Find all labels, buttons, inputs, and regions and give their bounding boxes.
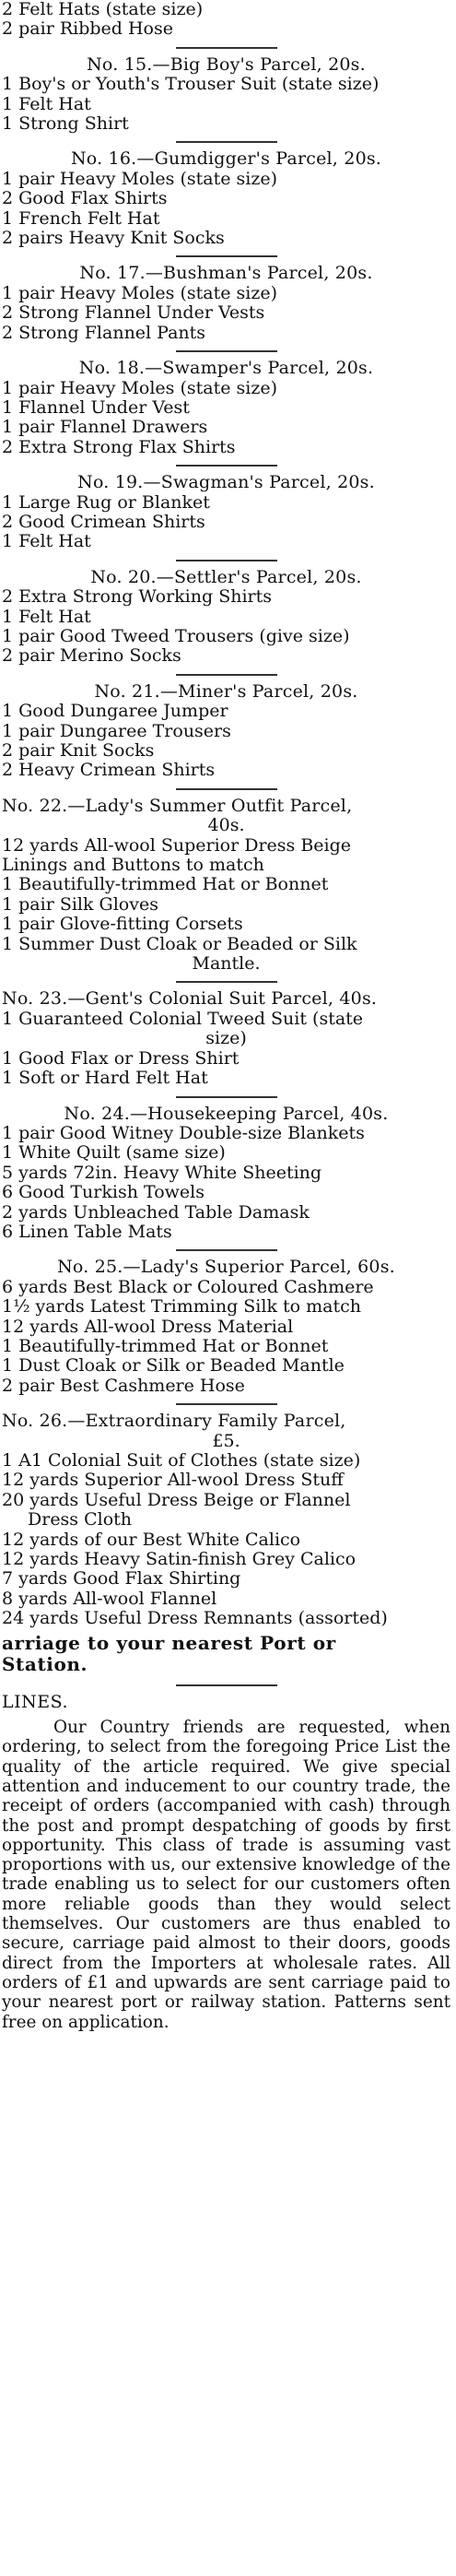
list-item: 1 pair Heavy Moles (state size)	[2, 169, 278, 189]
list-item: 1 Felt Hat	[2, 532, 91, 552]
list-item: 1 Summer Dust Cloak or Beaded or Silk	[2, 934, 357, 954]
parcel-price: 40s.	[207, 816, 245, 836]
list-item: 12 yards All-wool Superior Dress Beige	[2, 835, 352, 856]
separator-rule	[176, 674, 277, 676]
list-item: 12 yards Heavy Satin-finish Grey Calico	[2, 1550, 357, 1570]
parcel-23	[2, 989, 450, 1088]
list-item: 1 Guaranteed Colonial Tweed Suit (state	[2, 1009, 364, 1029]
carriage-line: Station.	[2, 1653, 88, 1675]
list-item: 12 yards of our Best White Calico	[2, 1530, 301, 1550]
list-item: 1 pair Heavy Moles (state size)	[2, 283, 278, 303]
parcel-19	[2, 473, 450, 552]
intro-items	[2, 0, 450, 40]
list-item: 1 Beautifully-trimmed Hat or Bonnet	[2, 1336, 329, 1356]
list-item: 2 Good Crimean Shirts	[2, 512, 205, 532]
separator-rule	[176, 560, 277, 561]
list-item: 24 yards Useful Dress Remnants (assorted)	[2, 1609, 388, 1629]
list-item: 7 yards Good Flax Shirting	[2, 1569, 241, 1589]
list-item: 2 pair Knit Socks	[2, 741, 155, 761]
list-item: 1 pair Good Witney Double-size Blankets	[2, 1123, 365, 1143]
list-item: 12 yards Superior All-wool Dress Stuff	[2, 1471, 344, 1491]
separator-rule	[176, 1249, 277, 1251]
list-item: 1 Good Flax or Dress Shirt	[2, 1048, 240, 1069]
separator-rule	[176, 350, 277, 352]
parcel-heading: No. 24.—Housekeeping Parcel, 40s.	[64, 1104, 389, 1124]
list-item: 1 pair Glove-fitting Corsets	[2, 915, 243, 935]
parcel-heading: No. 25.—Lady's Superior Parcel, 60s.	[57, 1258, 395, 1278]
list-item: 1 Felt Hat	[2, 607, 91, 627]
list-item: 1 pair Good Tweed Trousers (give size)	[2, 626, 350, 646]
list-item: 1 Felt Hat	[2, 94, 91, 114]
list-item: 1 Boy's or Youth's Trouser Suit (state size)	[2, 75, 380, 95]
list-item: 2 Extra Strong Working Shirts	[2, 587, 272, 608]
carriage-line: arriage to your nearest Port or	[2, 1632, 336, 1654]
parcel-22	[2, 797, 450, 975]
separator-rule	[176, 1096, 277, 1098]
list-item-continuation: Mantle.	[192, 954, 261, 975]
parcel-heading: No. 15.—Big Boy's Parcel, 20s.	[87, 54, 366, 75]
list-item: 1 pair Heavy Moles (state size)	[2, 378, 278, 398]
parcel-heading: No. 23.—Gent's Colonial Suit Parcel, 40s.	[2, 989, 378, 1010]
list-item: 1 French Felt Hat	[2, 208, 160, 229]
separator-rule	[176, 255, 277, 257]
parcel-18	[2, 359, 450, 457]
list-item: 8 yards All-wool Flannel	[2, 1589, 217, 1609]
section-heading: LINES.	[2, 1692, 68, 1712]
parcel-26	[2, 1412, 450, 1628]
parcel-heading: No. 26.—Extraordinary Family Parcel,	[2, 1412, 346, 1432]
list-item: 12 yards All-wool Dress Material	[2, 1317, 294, 1337]
list-item: 1 Strong Shirt	[2, 114, 129, 135]
list-item-continuation: Dress Cloth	[28, 1510, 133, 1530]
parcel-heading: No. 22.—Lady's Summer Outfit Parcel,	[2, 796, 353, 816]
list-item: 1 Dust Cloak or Silk or Beaded Mantle	[2, 1356, 345, 1377]
list-item: 1 pair Flannel Drawers	[2, 418, 208, 438]
separator-rule	[176, 1684, 277, 1686]
list-item: 2 Strong Flannel Under Vests	[2, 303, 265, 324]
list-item: 20 yards Useful Dress Beige or Flannel	[2, 1490, 351, 1510]
list-item: 2 yards Unbleached Table Damask	[2, 1202, 310, 1223]
parcel-15	[2, 55, 450, 135]
parcel-17	[2, 264, 450, 343]
parcel-heading: No. 16.—Gumdigger's Parcel, 20s.	[70, 149, 382, 170]
list-item: Linings and Buttons to match	[2, 856, 264, 876]
list-item: 1 Beautifully-trimmed Hat or Bonnet	[2, 875, 329, 895]
parcel-heading: No. 19.—Swagman's Parcel, 20s.	[77, 473, 375, 493]
parcel-heading: No. 17.—Bushman's Parcel, 20s.	[79, 264, 373, 284]
list-item: 1 White Quilt (same size)	[2, 1143, 226, 1164]
list-item: 1 pair Silk Gloves	[2, 894, 158, 915]
list-item: 1 Soft or Hard Felt Hat	[2, 1069, 208, 1089]
separator-rule	[176, 465, 277, 467]
parcel-21	[2, 682, 450, 781]
list-item: 5 yards 72in. Heavy White Sheeting	[2, 1163, 322, 1183]
list-item: 1 Good Dungaree Jumper	[2, 702, 228, 722]
list-item: 6 Linen Table Mats	[2, 1222, 172, 1242]
separator-rule	[176, 981, 277, 983]
list-item: 2 Strong Flannel Pants	[2, 323, 206, 343]
separator-rule	[176, 47, 277, 49]
body-paragraph: Our Country friends are requested, when ordering, to select from the foregoing Price List the quality of the article required. We give special attention and inducement to our country trade, the receipt of orders (accompanied with cash) through the post and prompt despatching of goods by first opportunity. This class of trade is assuming vast proportions with us, our extensive knowledge of the trade enabling us to select for our customers often more reliable goods than they would select themselves. Our customers are thus enabled to secure, carriage paid almost to their doors, goods direct from the Importers at wholesale rates. All orders of £1 and upwards are sent carriage paid to your nearest port or railway station. Patterns sent free on application.	[2, 1718, 450, 2032]
list-item: 2 pair Ribbed Hose	[2, 19, 173, 40]
lines-section	[2, 1693, 450, 2032]
parcel-heading: No. 18.—Swamper's Parcel, 20s.	[78, 359, 374, 379]
parcel-heading: No. 20.—Settler's Parcel, 20s.	[90, 567, 362, 587]
list-item: 2 Heavy Crimean Shirts	[2, 761, 216, 781]
carriage-notice	[2, 1633, 450, 1675]
list-item: 1½ yards Latest Trimming Silk to match	[2, 1297, 361, 1318]
parcel-25	[2, 1258, 450, 1396]
list-item: 1 Flannel Under Vest	[2, 397, 190, 418]
list-item: 2 Extra Strong Flax Shirts	[2, 437, 236, 457]
list-item-continuation: size)	[205, 1029, 247, 1049]
list-item: 6 Good Turkish Towels	[2, 1183, 205, 1203]
parcel-16	[2, 149, 450, 248]
parcel-20	[2, 568, 450, 667]
list-item: 1 pair Dungaree Trousers	[2, 721, 231, 741]
parcel-price: £5.	[212, 1431, 240, 1451]
parcel-24	[2, 1105, 450, 1243]
parcel-heading: No. 21.—Miner's Parcel, 20s.	[94, 681, 358, 702]
list-item: 2 pairs Heavy Knit Socks	[2, 229, 225, 249]
separator-rule	[176, 788, 277, 790]
separator-rule	[176, 141, 277, 143]
list-item: 1 Large Rug or Blanket	[2, 492, 210, 513]
list-item: 1 A1 Colonial Suit of Clothes (state size)	[2, 1451, 361, 1471]
list-item: 2 Good Flax Shirts	[2, 189, 168, 209]
list-item: 6 yards Best Black or Coloured Cashmere	[2, 1277, 374, 1297]
list-item: 2 pair Merino Socks	[2, 646, 181, 667]
separator-rule	[176, 1403, 277, 1405]
list-item: 2 pair Best Cashmere Hose	[2, 1376, 245, 1396]
list-item: 2 Felt Hats (state size)	[2, 0, 204, 19]
